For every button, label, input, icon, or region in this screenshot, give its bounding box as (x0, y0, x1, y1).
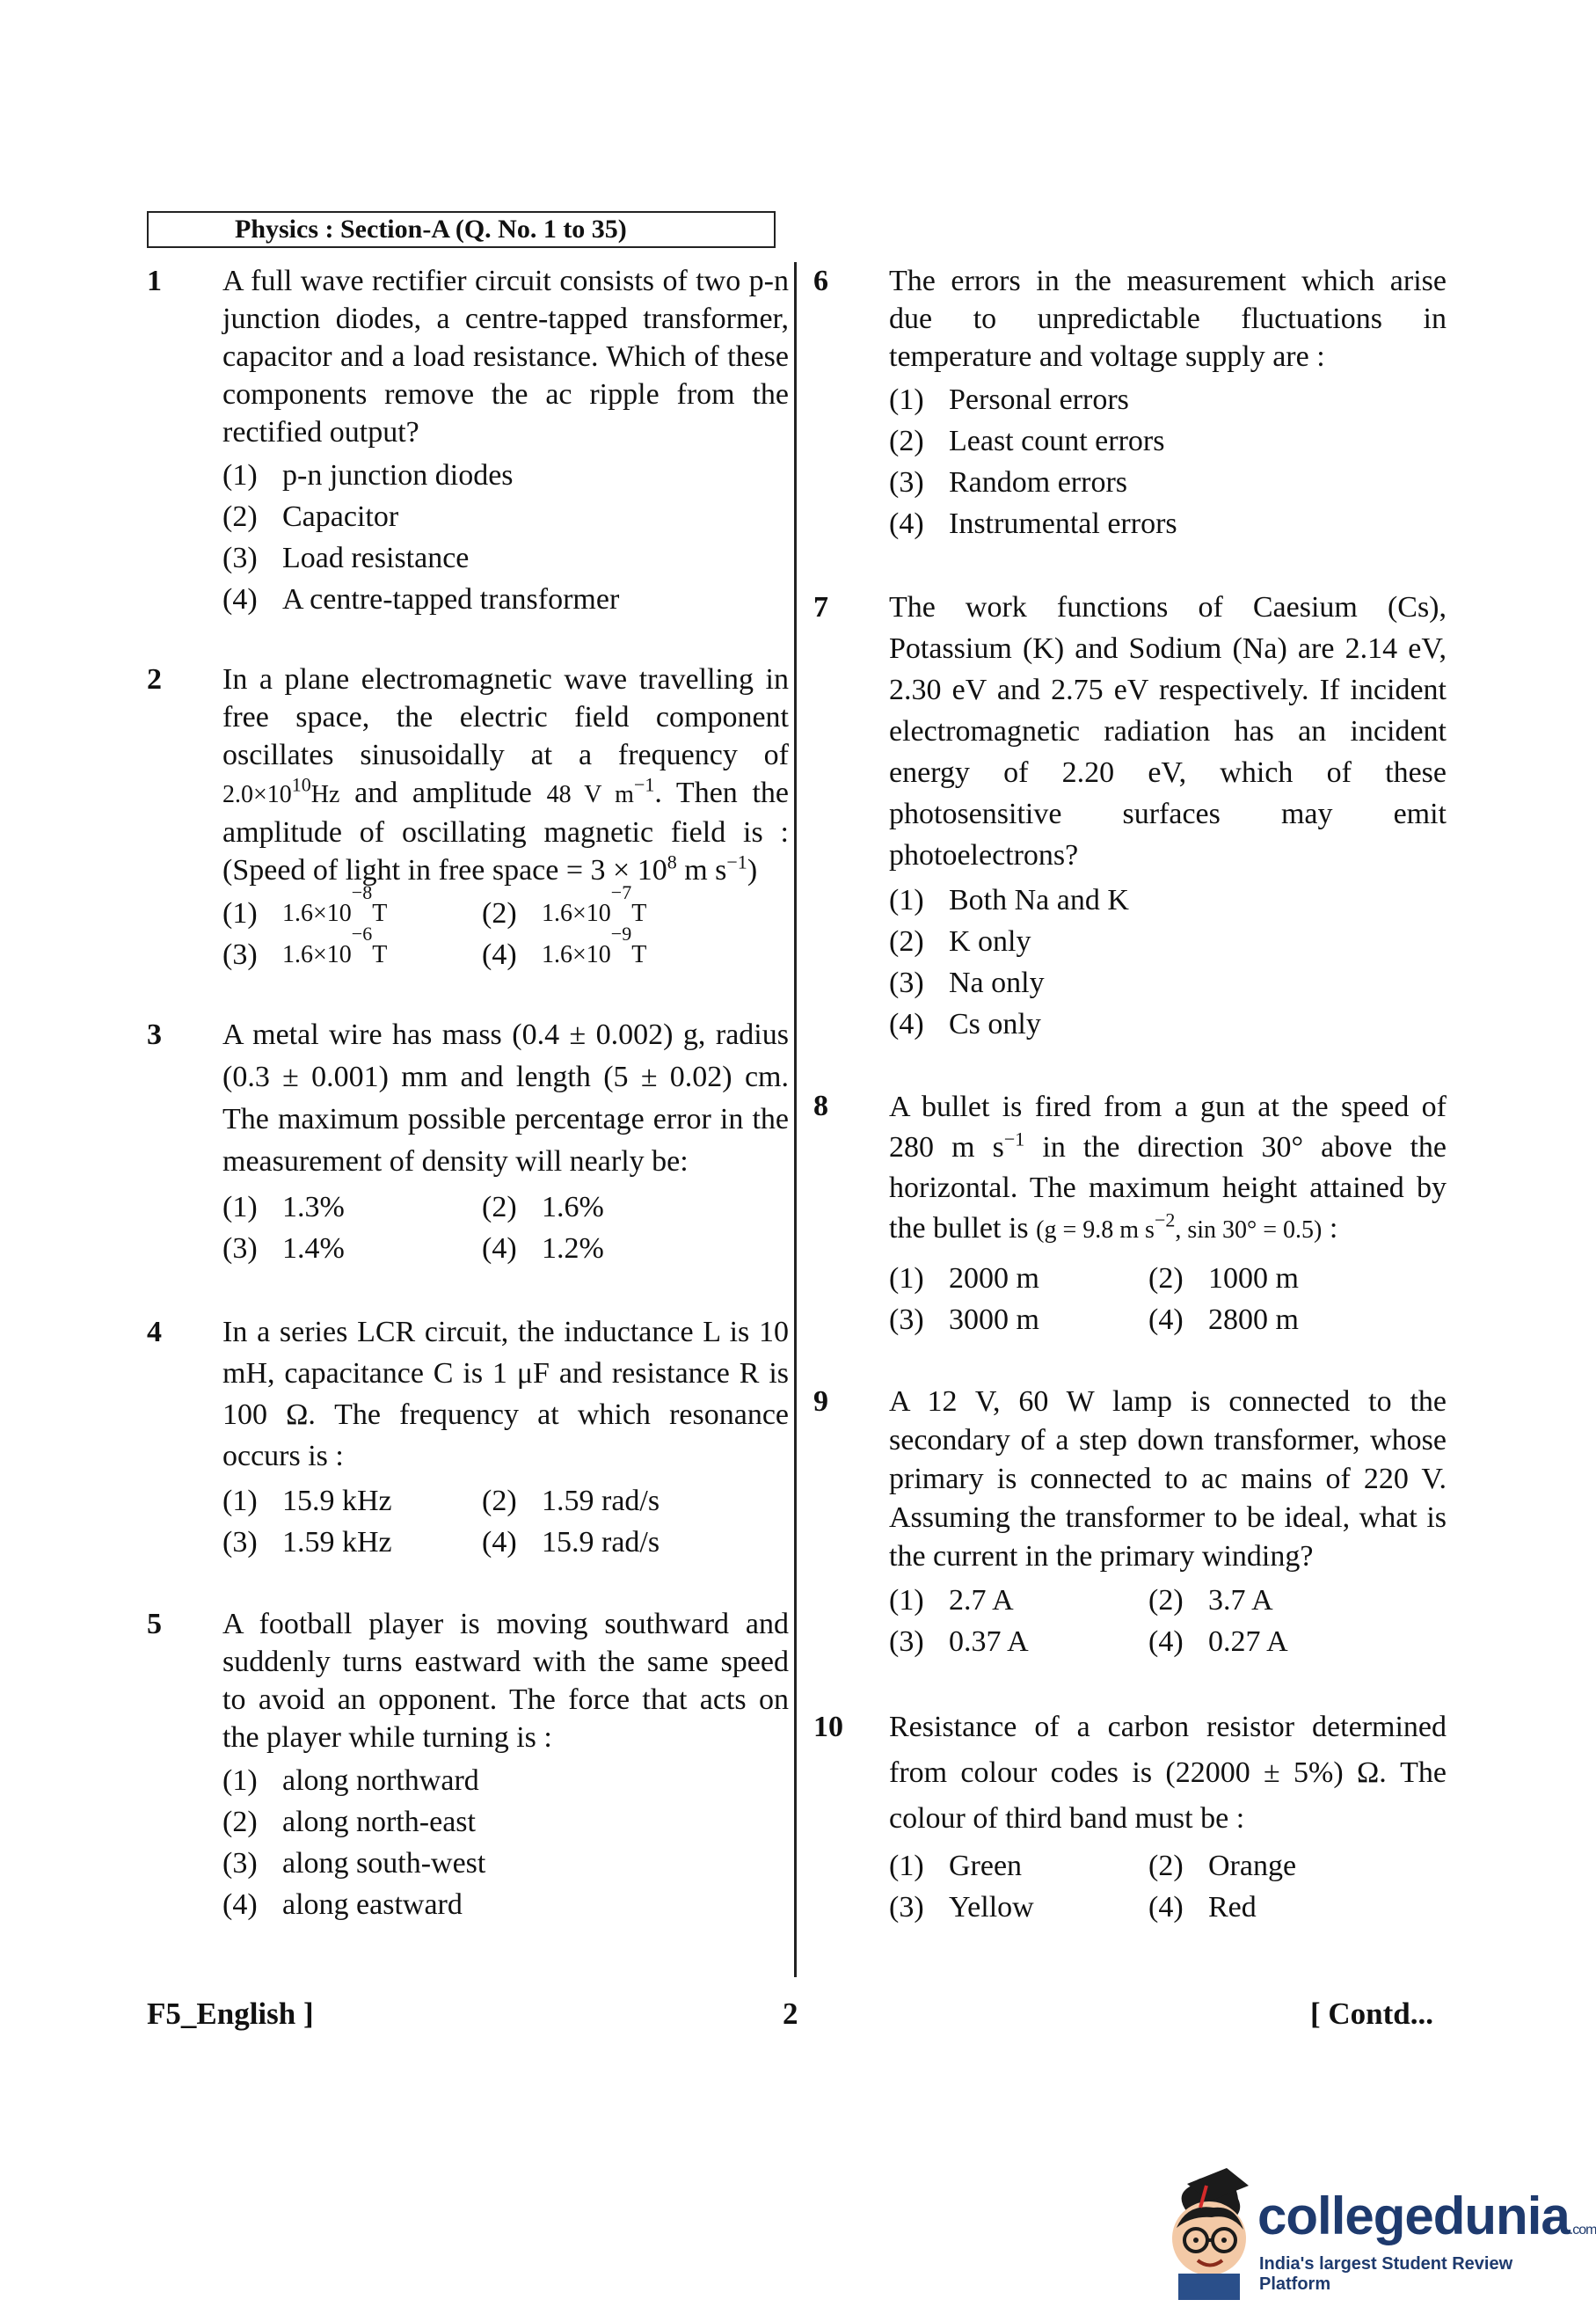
question-number: 8 (813, 1090, 828, 1122)
option[interactable]: (4) 15.9 rad/s (482, 1526, 660, 1559)
option[interactable]: (2) 1.6×10 −7 T (482, 881, 647, 930)
option[interactable]: (3) Random errors (889, 466, 1128, 499)
logo-tagline: India's largest Student Review Platform (1259, 2254, 1513, 2294)
question-number: 5 (147, 1608, 162, 1640)
option[interactable]: (2) 1000 m (1148, 1262, 1299, 1295)
left-column (147, 262, 789, 1968)
option[interactable]: (2) 1.59 rad/s (482, 1485, 660, 1517)
question-8 (813, 1087, 1447, 1340)
option[interactable]: (4) Red (1148, 1891, 1257, 1924)
question-text: A football player is moving southward and suddenly turns eastward with the same speed to avoid an opponent. The force that acts on the player while turning is : (222, 1608, 789, 1754)
option[interactable]: (1) along northward (222, 1764, 479, 1797)
column-divider (794, 262, 797, 1977)
option[interactable]: (1) 2.7 A (889, 1584, 1014, 1617)
footer-contd: [ Contd... (1310, 1997, 1434, 2031)
question-text: Resistance of a carbon resistor determined from colour codes is (22000 ± 5%) Ω. The colour of third band must be : (889, 1711, 1447, 1835)
option[interactable]: (1) 2000 m (889, 1262, 1039, 1295)
option[interactable]: (2) 3.7 A (1148, 1584, 1273, 1617)
option[interactable]: (3) 0.37 A (889, 1625, 1029, 1658)
option[interactable]: (1) Both Na and K (889, 884, 1129, 916)
question-number: 3 (147, 1018, 162, 1051)
question-text: A metal wire has mass (0.4 ± 0.002) g, radius (0.3 ± 0.001) mm and length (5 ± 0.02) cm. The maximum possible percentage error in the measurement of density will nearly be: (222, 1018, 789, 1178)
logo-wordmark: collegedunia.com (1257, 2187, 1596, 2245)
option[interactable]: (3) 1.6×10 −6 T (222, 923, 388, 971)
collegedunia-logo[interactable] (1152, 2159, 1596, 2300)
option[interactable]: (4) along eastward (222, 1888, 463, 1921)
option[interactable]: (4) Cs only (889, 1008, 1041, 1040)
section-header: Physics : Section-A (Q. No. 1 to 35) (147, 211, 776, 248)
question-number: 6 (813, 265, 828, 297)
option[interactable]: (3) Yellow (889, 1891, 1034, 1924)
option[interactable]: (3) along south-west (222, 1847, 486, 1880)
question-4 (147, 1311, 789, 1563)
question-10 (813, 1705, 1447, 1928)
page-number: 2 (783, 1997, 798, 2031)
question-text: The errors in the measurement which arise due to unpredictable fluctuations in temperature and voltage supply are : (889, 265, 1447, 373)
option[interactable]: (1) Personal errors (889, 383, 1129, 416)
question-9 (813, 1383, 1447, 1662)
option[interactable]: (1) p-n junction diodes (222, 459, 514, 492)
option[interactable]: (2) Capacitor (222, 500, 399, 533)
question-number: 4 (147, 1316, 162, 1348)
option[interactable]: (4) 2800 m (1148, 1303, 1299, 1336)
question-text: The work functions of Caesium (Cs), Potassium (K) and Sodium (Na) are 2.14 eV, 2.30 eV and 2.75 eV respectively. If incident electromagnetic radiation has an incident energy of 2.20 eV, which of these photosensitive surfaces may emit photoelectrons? (889, 591, 1447, 872)
option[interactable]: (1) Green (889, 1850, 1023, 1882)
question-text: A 12 V, 60 W lamp is connected to the secondary of a step down transformer, whose primary is connected to ac mains of 220 V. Assuming the transformer to be ideal, what is the current in the primary winding? (889, 1385, 1447, 1573)
option[interactable]: (2) Orange (1148, 1850, 1297, 1882)
option[interactable]: (1) 1.6×10 −8 T (222, 881, 388, 930)
footer-code: F5_English ] (147, 1997, 314, 2031)
option[interactable]: (2) K only (889, 925, 1031, 958)
option[interactable]: (2) 1.6% (482, 1191, 604, 1223)
option[interactable]: (1) 15.9 kHz (222, 1485, 392, 1517)
question-text: A bullet is fired from a gun at the speed of 280 m $s^{-1}$ in the direction 30° above the horizontal. The maximum height attained by the bullet is (g = 9.8 m $s^{-2}$, sin 30° = 0.5) : (889, 1091, 1447, 1245)
question-1 (147, 262, 789, 620)
question-text: In a series LCR circuit, the inductance L is 10 mH, capacitance C is 1 μF and resistance R is 100 Ω. The frequency at which resonance occurs is : (222, 1316, 789, 1472)
question-text: A full wave rectifier circuit consists of two p-n junction diodes, a centre-tapped transformer, capacitor and a load resistance. Which of these components remove the ac ripple from the rectified output? (222, 265, 789, 449)
option[interactable]: (3) 1.59 kHz (222, 1526, 392, 1559)
option[interactable]: (3) 3000 m (889, 1303, 1039, 1336)
option[interactable]: (4) 1.6×10 −9 T (482, 923, 647, 971)
question-7 (813, 587, 1447, 1045)
option[interactable]: (4) A centre-tapped transformer (222, 583, 620, 616)
question-5 (147, 1605, 789, 1925)
question-number: 1 (147, 265, 162, 297)
option[interactable]: (4) Instrumental errors (889, 507, 1177, 540)
question-6 (813, 262, 1447, 544)
question-text: In a plane electromagnetic wave travelling in free space, the electric field component oscillates sinusoidally at a frequency of $2.0\times 10^{10}Hz$ and amplitude 48 V $m^{-1}$. Then the amplitude of oscillating magnetic field is : (Speed of light in free space = $3 \times 10^8$ m $s^{-1}$) (222, 663, 790, 887)
question-number: 7 (813, 591, 828, 624)
right-column (813, 262, 1447, 1970)
question-2 (147, 661, 789, 975)
option[interactable]: (4) 0.27 A (1148, 1625, 1288, 1658)
option[interactable]: (1) 1.3% (222, 1191, 345, 1223)
question-number: 10 (813, 1711, 843, 1743)
option[interactable]: (4) 1.2% (482, 1232, 604, 1265)
option[interactable]: (3) Na only (889, 967, 1045, 999)
question-number: 2 (147, 663, 162, 696)
option[interactable]: (3) Load resistance (222, 542, 470, 574)
question-3 (147, 1014, 789, 1269)
option[interactable]: (2) along north-east (222, 1806, 476, 1838)
question-number: 9 (813, 1385, 828, 1418)
mascot-icon (1152, 2159, 1257, 2300)
option[interactable]: (2) Least count errors (889, 425, 1165, 457)
option[interactable]: (3) 1.4% (222, 1232, 345, 1265)
